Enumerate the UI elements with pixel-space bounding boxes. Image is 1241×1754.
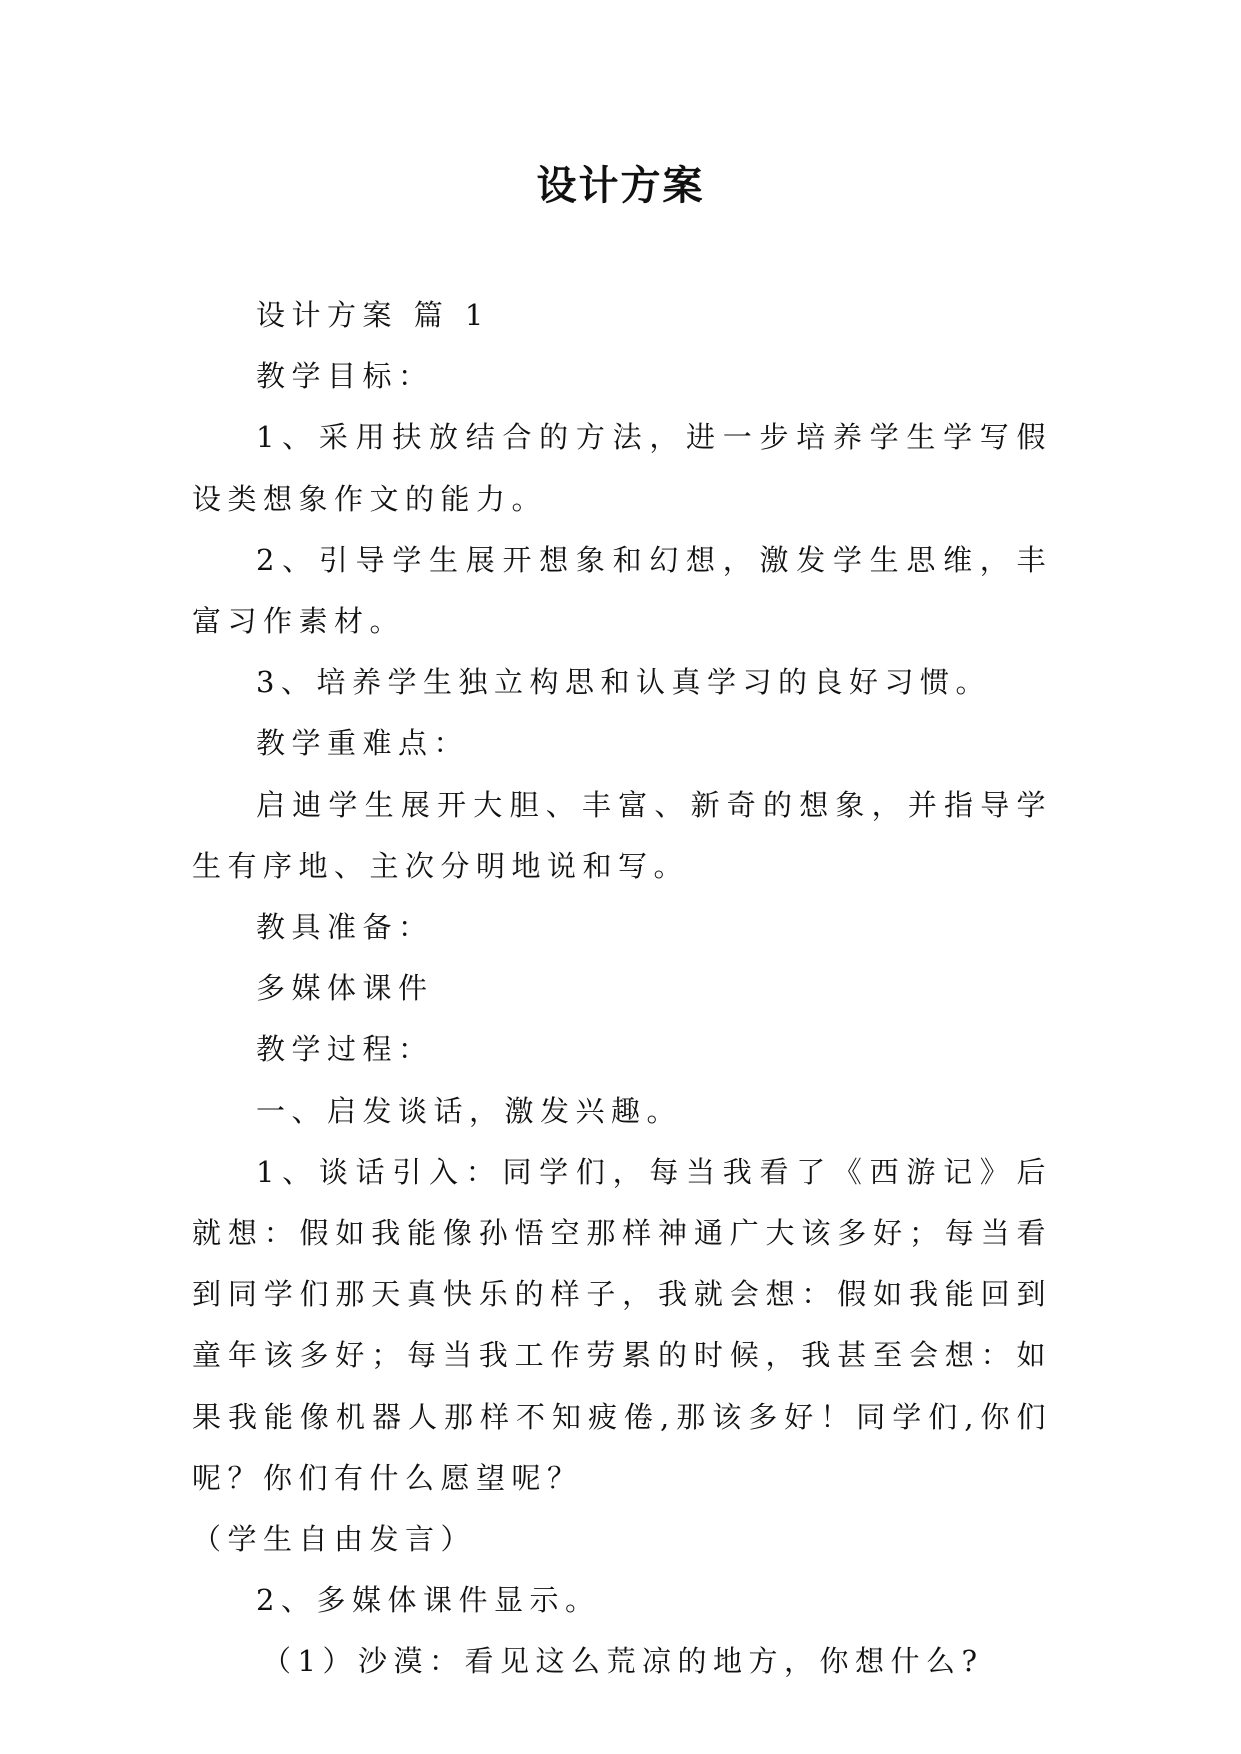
process-step-2-sub-1: （1）沙漠：看见这么荒凉的地方，你想什么? [262, 1644, 984, 1679]
key-points-heading: 教学重难点： [256, 726, 470, 761]
goal-item-1: 1、采用扶放结合的方法，进一步培养学生学写假设类想象作文的能力。 [192, 420, 1052, 516]
goal-item-2: 2、引导学生展开想象和幻想，激发学生思维，丰富习作素材。 [192, 542, 1052, 639]
materials-text: 多媒体课件 [256, 971, 434, 1006]
document-body [192, 285, 1052, 1693]
process-heading: 教学过程： [256, 1032, 434, 1067]
student-free-speech-note: （学生自由发言） [192, 1522, 477, 1557]
process-step-1-text: 1、谈话引入：同学们，每当我看了《西游记》后就想：假如我能像孙悟空那样神通广大该多好；每当看到同学们那天真快乐的样子，我就会想：假如我能回到童年该多好；每当我工作劳累的时候，我甚至会想：如果我能像机器人那样不知疲倦,那该多好！同学们,你们呢？你们有什么愿望呢？ [192, 1154, 1052, 1495]
page-title: 设计方案 [536, 163, 705, 209]
section-heading: 设计方案 篇 1 [256, 298, 490, 332]
materials-heading: 教具准备： [256, 910, 434, 945]
goal-item-3: 3、培养学生独立构思和认真学习的良好习惯。 [256, 665, 991, 700]
key-points-text: 启迪学生展开大胆、丰富、新奇的想象，并指导学生有序地、主次分明地说和写。 [192, 787, 1052, 883]
teaching-goals-heading: 教学目标： [256, 359, 434, 394]
process-step-2-text: 2、多媒体课件显示。 [256, 1583, 601, 1618]
process-step-1-heading: 一、启发谈话，激发兴趣。 [256, 1093, 683, 1128]
